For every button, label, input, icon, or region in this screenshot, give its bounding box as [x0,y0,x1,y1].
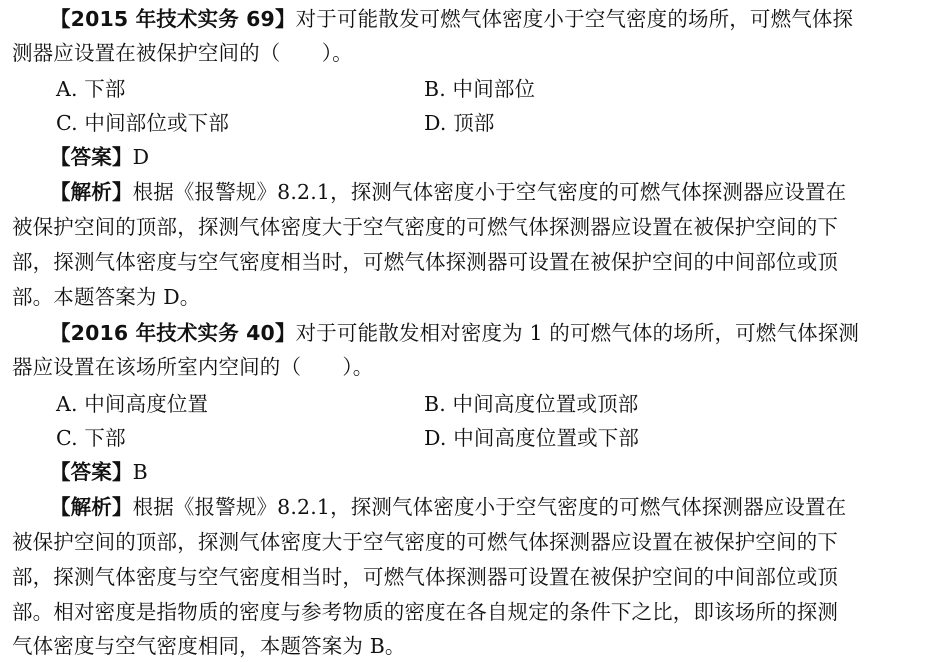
question-1-stem-line-1 [50,4,853,34]
question-2-stem-line-2: 器应设置在该场所室内空间的（ ）。 [12,355,374,379]
question-2-option-d: D. 中间高度位置或下部 [424,426,640,450]
question-1-option-b: B. 中间部位 [424,77,536,101]
question-2-option-a: A. 中间高度位置 [56,392,209,416]
question-1-answer [50,142,149,172]
question-1-explanation-line-4: 部。本题答案为 D。 [12,285,201,309]
question-1-tag-open: 【 [50,7,71,31]
question-2-answer [50,457,148,487]
question-1-explanation-line-2: 被保护空间的顶部，探测气体密度大于空气密度的可燃气体探测器应设置在被保护空间的下 [12,215,838,239]
question-1-explanation-tag: 【解析】 [50,180,133,204]
question-2-option-c: C. 下部 [56,426,126,450]
question-1-option-d: D. 顶部 [424,111,495,135]
question-2-explanation-line-5: 气体密度与空气密度相同，本题答案为 B。 [12,634,406,658]
question-1-explanation-line-1 [50,177,846,207]
question-2-explanation-line-2: 被保护空间的顶部，探测气体密度大于空气密度的可燃气体探测器应设置在被保护空间的下 [12,530,838,554]
question-2-tag-open: 【 [50,321,71,345]
question-1-stem-text: 对于可能散发可燃气体密度小于空气密度的场所，可燃气体探 [295,7,854,31]
question-1-answer-tag: 【答案】 [50,145,133,169]
question-2-option-b: B. 中间高度位置或顶部 [424,392,639,416]
question-2-explanation-tag: 【解析】 [50,495,133,519]
question-1-option-c: C. 中间部位或下部 [56,111,229,135]
question-2-explanation-line-3: 部，探测气体密度与空气密度相当时，可燃气体探测器可设置在被保护空间的中间部位或顶 [12,565,838,589]
question-1-explanation-line-3: 部，探测气体密度与空气密度相当时，可燃气体探测器可设置在被保护空间的中间部位或顶 [12,250,838,274]
question-2-explanation-text: 根据《报警规》8.2.1，探测气体密度小于空气密度的可燃气体探测器应设置在 [132,495,847,519]
question-1-stem-line-2: 测器应设置在被保护空间的（ ）。 [12,41,353,65]
question-1-answer-value: D [132,145,150,169]
question-2-stem-text: 对于可能散发相对密度为 1 的可燃气体的场所，可燃气体探测 [295,321,860,345]
question-1-explanation-text: 根据《报警规》8.2.1，探测气体密度小于空气密度的可燃气体探测器应设置在 [132,180,847,204]
question-1-source-tag: 2015 年技术实务 69 [70,7,275,31]
question-2-stem-line-1 [50,318,859,348]
question-2-source-tag: 2016 年技术实务 40 [70,321,275,345]
question-1-option-a: A. 下部 [56,77,126,101]
question-2-answer-value: B [132,460,148,484]
question-2-explanation-line-4: 部。相对密度是指物质的密度与参考物质的密度在各自规定的条件下之比，即该场所的探测 [12,600,838,624]
question-1-tag-close: 】 [274,7,296,31]
question-2-tag-close: 】 [274,321,296,345]
question-2-answer-tag: 【答案】 [50,460,133,484]
question-2-explanation-line-1 [50,492,846,522]
